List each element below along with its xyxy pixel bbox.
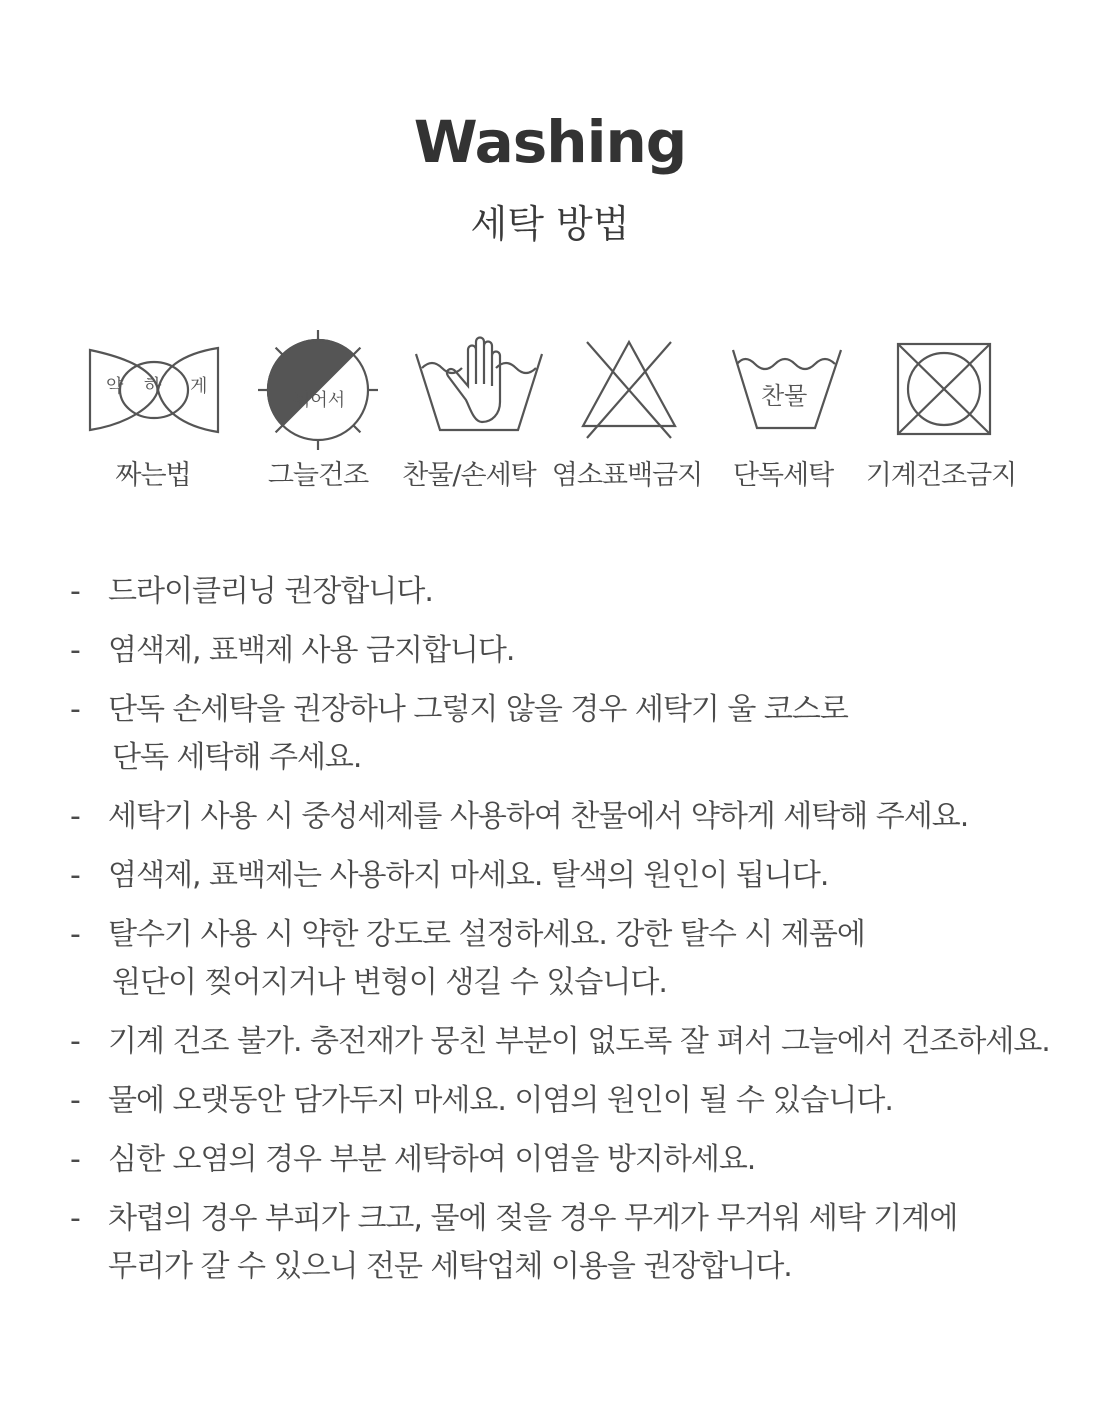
- list-dash: -: [70, 917, 80, 952]
- icon-label-no-bleach: 염소표백금지: [551, 460, 703, 491]
- list-item-text: 염색제, 표백제 사용 금지합니다.: [108, 633, 515, 668]
- icon-label-wash-separately: 단독세탁: [732, 460, 834, 491]
- hand-wash-icon: [414, 328, 544, 452]
- list-item: [0, 852, 1100, 900]
- list-item-text: 물에 오랫동안 담가두지 마세요. 이염의 원인이 될 수 있습니다.: [108, 1083, 893, 1118]
- list-item-text: 심한 오염의 경우 부분 세탁하여 이염을 방지하세요.: [108, 1142, 756, 1177]
- page-subtitle: 세탁 방법: [470, 202, 630, 246]
- list-dash: -: [70, 1201, 80, 1236]
- wring-text-1: 약: [106, 376, 124, 397]
- list-dash: -: [70, 858, 80, 893]
- wash-separately-icon: [731, 328, 861, 452]
- list-item-text: 단독 손세탁을 권장하나 그렇지 않을 경우 세탁기 울 코스로: [108, 692, 848, 727]
- list-item: [0, 911, 1100, 1007]
- no-bleach-icon: [579, 328, 709, 452]
- no-tumble-dry-icon: [894, 328, 1024, 452]
- dry-in-shade-icon: [253, 328, 383, 452]
- list-item-text-continued: 원단이 찢어지거나 변형이 생길 수 있습니다.: [112, 965, 667, 1000]
- icon-label-dry-shade: 그늘건조: [267, 460, 369, 491]
- list-item-text: 탈수기 사용 시 약한 강도로 설정하세요. 강한 탈수 시 제품에: [108, 917, 865, 952]
- list-dash: -: [70, 692, 80, 727]
- wring-text-2: 하: [144, 376, 162, 397]
- list-dash: -: [70, 633, 80, 668]
- list-item-text: 염색제, 표백제는 사용하지 마세요. 탈색의 원인이 됩니다.: [108, 858, 829, 893]
- icon-label-hand-wash: 찬물/손세탁: [402, 460, 536, 491]
- list-item-text: 드라이클리닝 권장합니다.: [108, 574, 433, 609]
- list-dash: -: [70, 799, 80, 834]
- list-item-text-continued: 무리가 갈 수 있으니 전문 세탁업체 이용을 권장합니다.: [108, 1249, 792, 1284]
- list-item: [0, 627, 1100, 675]
- list-item: [0, 568, 1100, 616]
- list-item: [0, 686, 1100, 782]
- list-item-text: 세탁기 사용 시 중성세제를 사용하여 찬물에서 약하게 세탁해 주세요.: [108, 799, 969, 834]
- list-dash: -: [70, 574, 80, 609]
- page-title: Washing: [413, 108, 687, 176]
- icon-label-no-tumble-dry: 기계건조금지: [865, 460, 1017, 491]
- list-dash: -: [70, 1142, 80, 1177]
- list-dash: -: [70, 1083, 80, 1118]
- wring-text-3: 게: [190, 376, 208, 397]
- list-item-text-continued: 단독 세탁해 주세요.: [112, 740, 362, 775]
- list-item-text: 기계 건조 불가. 충전재가 뭉친 부분이 없도록 잘 펴서 그늘에서 건조하세요.: [108, 1024, 1050, 1059]
- list-item: [0, 1195, 1100, 1291]
- list-item-text: 차렵의 경우 부피가 크고, 물에 젖을 경우 무게가 무거워 세탁 기계에: [108, 1201, 958, 1236]
- list-item: [0, 1077, 1100, 1125]
- list-item: [0, 1136, 1100, 1184]
- list-item: [0, 793, 1100, 841]
- list-dash: -: [70, 1024, 80, 1059]
- list-item: [0, 1018, 1100, 1066]
- wring-gently-icon: [88, 328, 218, 452]
- icon-label-wring: 짜는법: [115, 460, 191, 491]
- cold-water-text: 찬물: [761, 382, 808, 410]
- dry-shade-text: 뉘어서: [293, 390, 346, 411]
- washing-instructions-list: [0, 568, 1100, 1302]
